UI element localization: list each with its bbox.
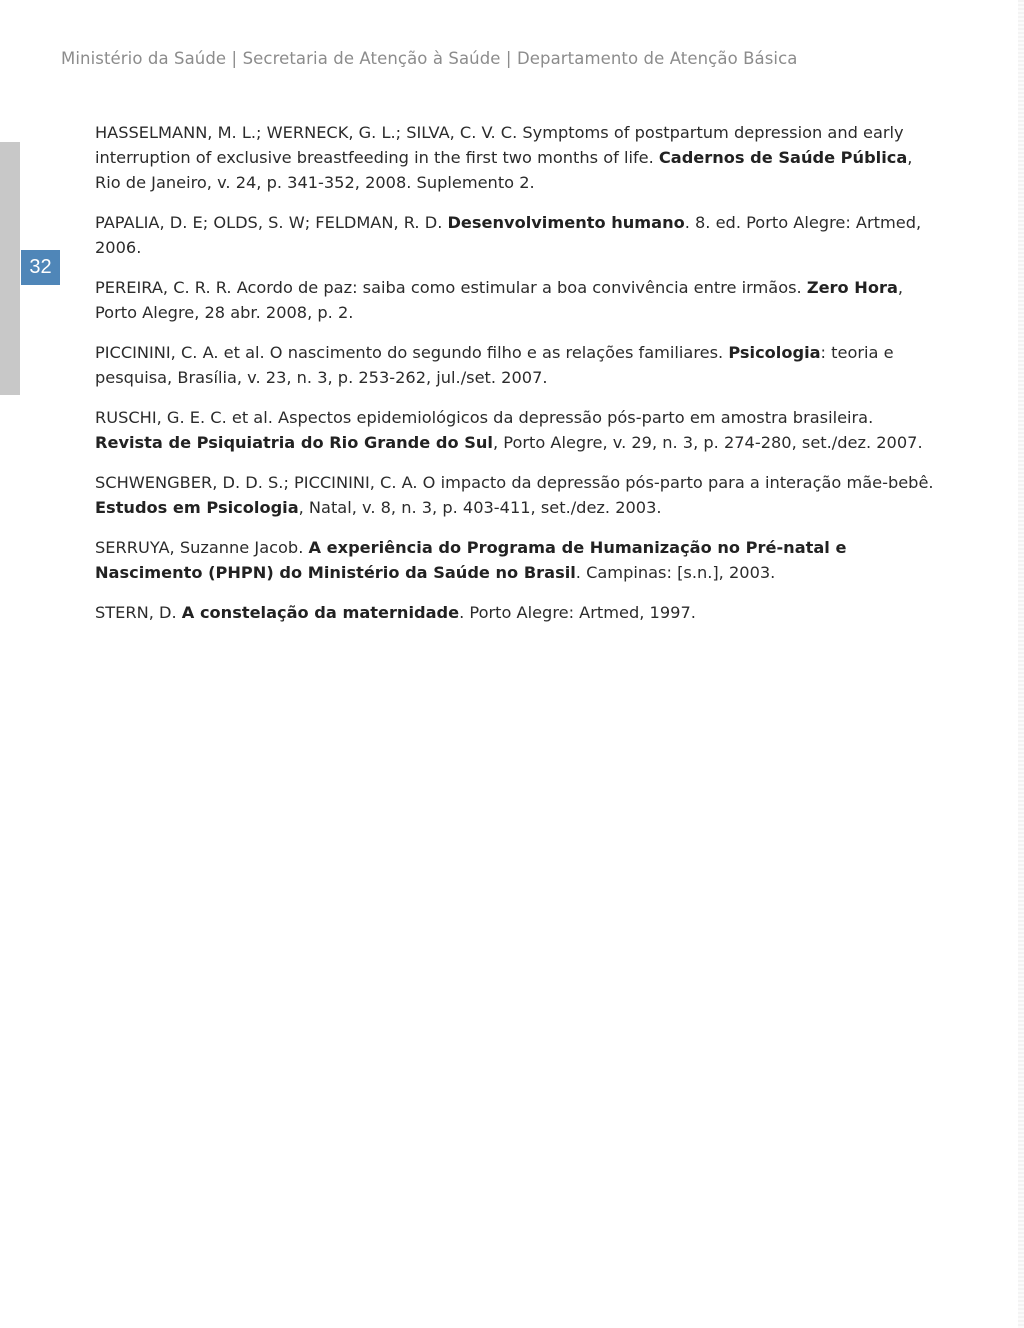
reference-item (95, 210, 935, 260)
header-ministry: Ministério da Saúde (61, 49, 227, 68)
reference-text: RUSCHI, G. E. C. et al. Aspectos epidemiológicos da depressão pós-parto em amostra brasileira. (95, 408, 874, 427)
reference-text: PAPALIA, D. E; OLDS, S. W; FELDMAN, R. D. (95, 213, 448, 232)
header-department: Departamento de Atenção Básica (516, 49, 798, 68)
header-separator: | (231, 49, 238, 68)
reference-item (95, 470, 935, 520)
reference-text: , Porto Alegre, 28 abr. 2008, p. 2. (95, 278, 904, 322)
reference-list (95, 120, 935, 640)
reference-text: , Porto Alegre, v. 29, n. 3, p. 274-280, set./dez. 2007. (492, 433, 923, 452)
reference-title: Revista de Psiquiatria do Rio Grande do Sul (95, 433, 493, 452)
header-secretariat: Secretaria de Atenção à Saúde (242, 49, 501, 68)
reference-text: SCHWENGBER, D. D. S.; PICCININI, C. A. O impacto da depressão pós-parto para a interação mãe-bebê. (95, 473, 934, 492)
reference-text: PEREIRA, C. R. R. Acordo de paz: saiba como estimular a boa convivência entre irmãos. (95, 278, 807, 297)
reference-item (95, 275, 935, 325)
reference-item (95, 120, 935, 195)
reference-item (95, 600, 935, 625)
reference-title: Desenvolvimento humano (447, 213, 685, 232)
header-separator: | (505, 49, 512, 68)
reference-text: , Natal, v. 8, n. 3, p. 403-411, set./dez. 2003. (298, 498, 662, 517)
reference-text: STERN, D. (95, 603, 182, 622)
running-header (61, 49, 798, 68)
reference-title: A constelação da maternidade (181, 603, 460, 622)
reference-title: Psicologia (728, 343, 821, 362)
reference-text: HASSELMANN, M. L.; WERNECK, G. L.; SILVA, C. V. C. Symptoms of postpartum depression and early interruption of exclusive breastfeeding in the first two months of life. (95, 123, 904, 167)
reference-text: . Porto Alegre: Artmed, 1997. (459, 603, 696, 622)
reference-text: , Rio de Janeiro, v. 24, p. 341-352, 2008. Suplemento 2. (95, 148, 913, 192)
reference-text: SERRUYA, Suzanne Jacob. (95, 538, 309, 557)
reference-text: PICCININI, C. A. et al. O nascimento do segundo filho e as relações familiares. (95, 343, 729, 362)
reference-item (95, 405, 935, 455)
reference-title: Zero Hora (806, 278, 898, 297)
reference-title: Estudos em Psicologia (95, 498, 299, 517)
side-margin-strip (0, 142, 20, 395)
reference-text: : teoria e pesquisa, Brasília, v. 23, n. 3, p. 253-262, jul./set. 2007. (95, 343, 894, 387)
reference-text: . Campinas: [s.n.], 2003. (575, 563, 776, 582)
page-edge-shadow (1018, 0, 1024, 1328)
reference-title: Cadernos de Saúde Pública (658, 148, 908, 167)
reference-text: . 8. ed. Porto Alegre: Artmed, 2006. (95, 213, 922, 257)
reference-item (95, 535, 935, 585)
page-number: 32 (21, 250, 60, 285)
reference-item (95, 340, 935, 390)
reference-title: A experiência do Programa de Humanização no Pré-natal e Nascimento (PHPN) do Ministério da Saúde no Brasil (95, 538, 847, 582)
